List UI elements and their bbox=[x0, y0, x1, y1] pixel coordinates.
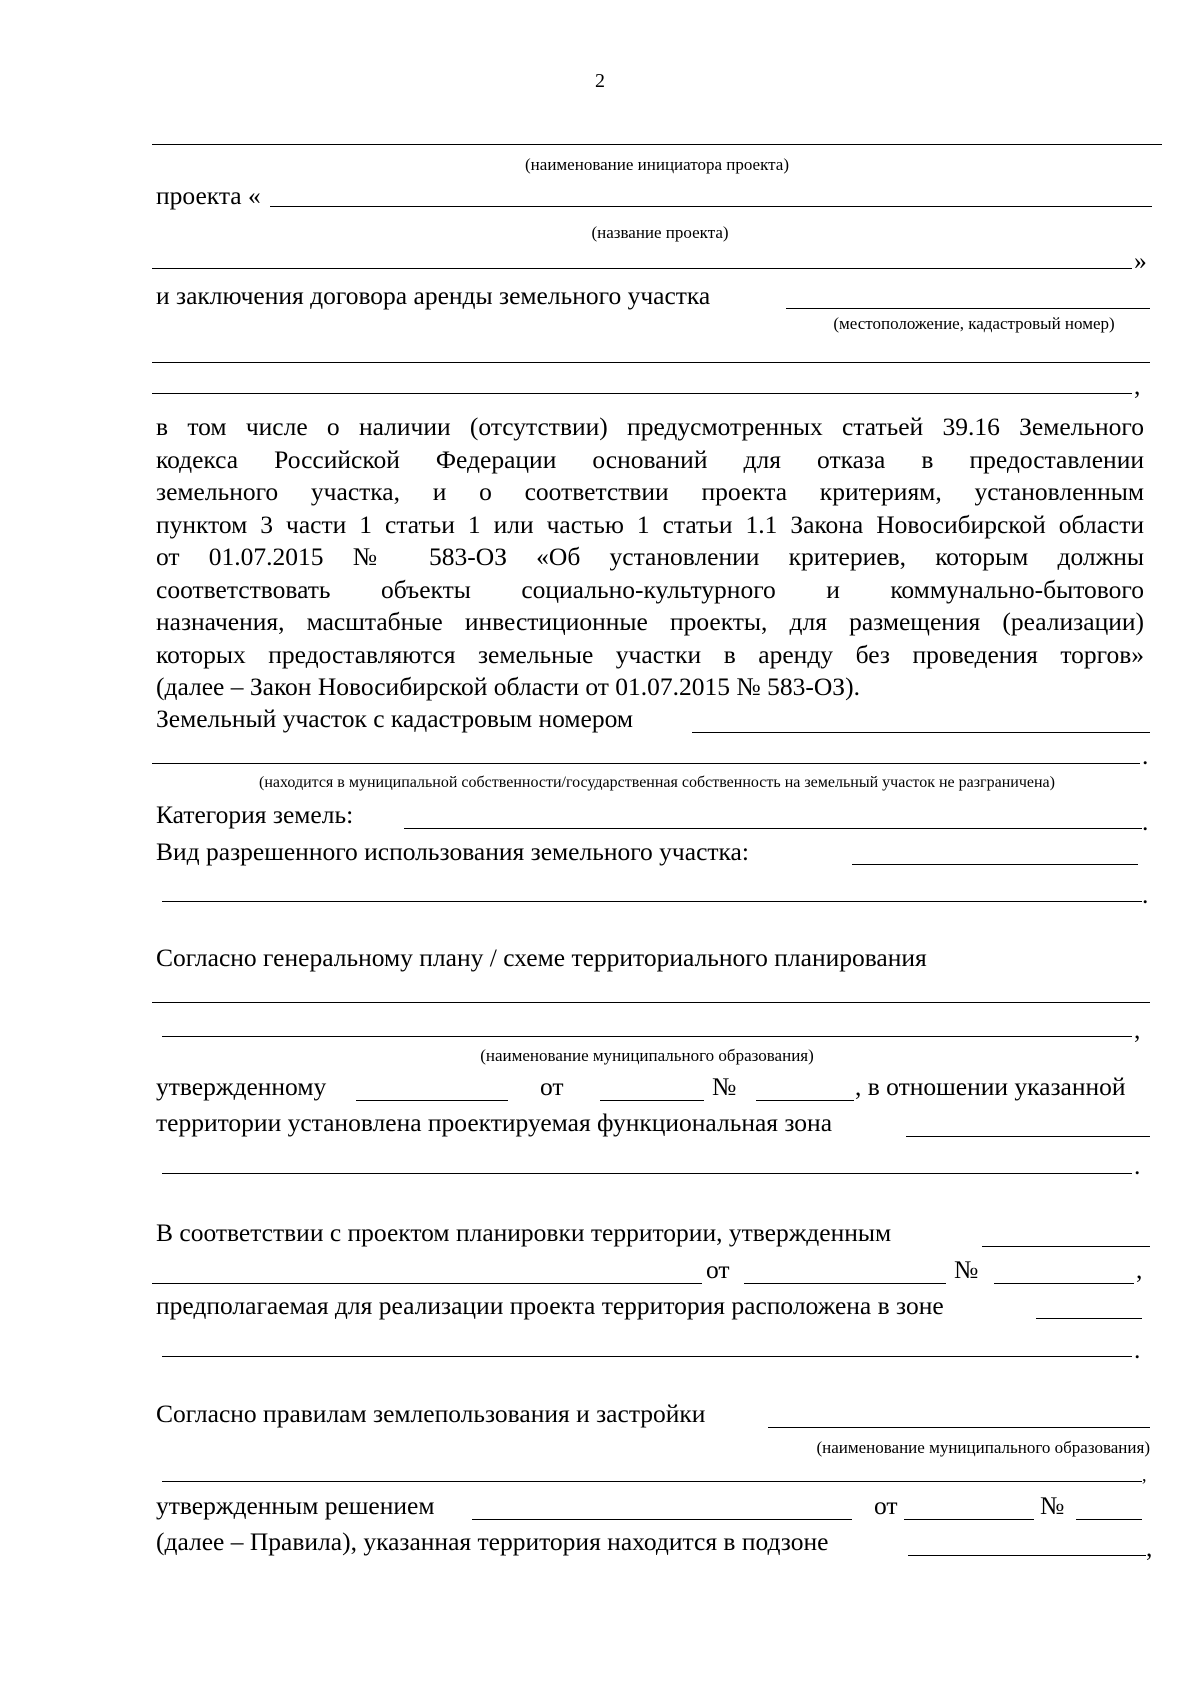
land-use-comma: , bbox=[1142, 1465, 1147, 1485]
cadastral-period: . bbox=[1142, 741, 1149, 770]
municipality-caption-2: (наименование муниципального образования) bbox=[816, 1438, 1150, 1457]
paragraph-line: пунктом 3 части 1 статьи 1 или частью 1 статьи 1.1 Закона Новосибирской области bbox=[156, 509, 1144, 539]
paragraph-line: земельного участка, и о соответствии проекта критериям, установленным bbox=[156, 477, 1144, 506]
general-plan-label: Согласно генеральному плану / схеме территориального планирования bbox=[156, 943, 927, 972]
category-label: Категория земель: bbox=[156, 800, 354, 829]
number-label: № bbox=[712, 1072, 737, 1101]
ownership-caption: (находится в муниципальной собственности/государственная собственность на земельный участок не разграничена) bbox=[259, 774, 1055, 791]
cadastral-field-2[interactable] bbox=[152, 763, 1140, 764]
location-field-3[interactable] bbox=[152, 393, 1132, 394]
project-name-field[interactable] bbox=[270, 206, 1152, 207]
general-plan-comma: , bbox=[1134, 1015, 1141, 1044]
approved-label: утвержденному bbox=[156, 1072, 327, 1101]
general-plan-field[interactable] bbox=[152, 1002, 1150, 1003]
approved-field[interactable] bbox=[356, 1100, 508, 1101]
subzone-comma: , bbox=[1146, 1533, 1153, 1562]
from-label-2: от bbox=[706, 1255, 730, 1284]
number-field[interactable] bbox=[756, 1100, 854, 1101]
category-period: . bbox=[1142, 807, 1149, 836]
functional-zone-field[interactable] bbox=[906, 1136, 1150, 1137]
decision-field[interactable] bbox=[472, 1519, 852, 1520]
zone-field-2[interactable] bbox=[162, 1356, 1132, 1357]
from-label: от bbox=[540, 1072, 564, 1101]
paragraph-line: от 01.07.2015 № 583-ОЗ «Об установлении критериев, которым должны bbox=[156, 542, 1144, 571]
functional-zone-field-2[interactable] bbox=[162, 1173, 1132, 1174]
paragraph-line: назначения, масштабные инвестиционные проекты, для размещения (реализации) bbox=[156, 607, 1144, 636]
planning-project-label: В соответствии с проектом планировки территории, утвержденным bbox=[156, 1218, 892, 1247]
location-caption: (местоположение, кадастровый номер) bbox=[833, 314, 1115, 333]
permitted-use-field-2[interactable] bbox=[162, 901, 1142, 902]
municipality-caption-1: (наименование муниципального образования) bbox=[480, 1046, 814, 1065]
paragraph-line: которых предоставляются земельные участки в аренду без проведения торгов» bbox=[156, 639, 1144, 669]
number-label-2: № bbox=[954, 1255, 979, 1284]
in-relation-text: , в отношении указанной bbox=[855, 1072, 1126, 1101]
permitted-use-label: Вид разрешенного использования земельного участка: bbox=[156, 837, 749, 866]
number-label-3: № bbox=[1040, 1491, 1065, 1520]
subzone-field[interactable] bbox=[908, 1555, 1146, 1556]
category-field[interactable] bbox=[404, 828, 1142, 829]
number-field-2[interactable] bbox=[994, 1283, 1134, 1284]
planning-project-field-2[interactable] bbox=[152, 1283, 702, 1284]
from-label-3: от bbox=[874, 1491, 898, 1520]
number-field-3[interactable] bbox=[1076, 1519, 1142, 1520]
page-number: 2 bbox=[595, 70, 605, 92]
permitted-use-period: . bbox=[1142, 880, 1149, 909]
project-name-caption: (название проекта) bbox=[591, 223, 729, 242]
paragraph-line: (далее – Закон Новосибирской области от 01.07.2015 № 583-ОЗ). bbox=[156, 672, 860, 701]
cadastral-label: Земельный участок с кадастровым номером bbox=[156, 704, 634, 733]
date-field-2[interactable] bbox=[744, 1283, 946, 1284]
zone-period: . bbox=[1134, 1335, 1141, 1364]
project-prefix: проекта « bbox=[156, 181, 261, 210]
main-paragraph bbox=[156, 411, 1144, 704]
paragraph-line: кодекса Российской Федерации оснований для отказа в предоставлении bbox=[156, 444, 1144, 474]
zone-field[interactable] bbox=[1036, 1318, 1142, 1319]
closing-quote: » bbox=[1134, 246, 1147, 275]
project-name-field-2[interactable] bbox=[152, 268, 1132, 269]
general-plan-field-2[interactable] bbox=[162, 1036, 1132, 1037]
date-field[interactable] bbox=[600, 1100, 704, 1101]
location-field[interactable] bbox=[786, 308, 1150, 309]
land-use-rules-field[interactable] bbox=[768, 1427, 1150, 1428]
date-field-3[interactable] bbox=[904, 1519, 1034, 1520]
approved-by-decision-label: утвержденным решением bbox=[156, 1491, 435, 1520]
paragraph-line: в том числе о наличии (отсутствии) предусмотренных статьей 39.16 Земельного bbox=[156, 412, 1144, 441]
initiator-field[interactable] bbox=[152, 144, 1162, 145]
paragraph-line: соответствовать объекты социально-культурного и коммунально-бытового bbox=[156, 574, 1144, 604]
land-use-rules-field-2[interactable] bbox=[162, 1481, 1142, 1482]
planning-project-field[interactable] bbox=[982, 1246, 1150, 1247]
subzone-label: (далее – Правила), указанная территория находится в подзоне bbox=[156, 1527, 829, 1556]
located-in-zone-label: предполагаемая для реализации проекта территория расположена в зоне bbox=[156, 1291, 944, 1320]
planning-comma: , bbox=[1136, 1255, 1143, 1284]
location-field-2[interactable] bbox=[152, 362, 1150, 363]
permitted-use-field[interactable] bbox=[852, 864, 1138, 865]
cadastral-field[interactable] bbox=[692, 732, 1150, 733]
land-use-rules-label: Согласно правилам землепользования и застройки bbox=[156, 1399, 706, 1428]
functional-zone-label: территории установлена проектируемая функциональная зона bbox=[156, 1108, 833, 1137]
initiator-caption: (наименование инициатора проекта) bbox=[525, 155, 789, 174]
lease-text: и заключения договора аренды земельного участка bbox=[156, 281, 711, 310]
functional-zone-period: . bbox=[1134, 1151, 1141, 1180]
location-comma: , bbox=[1134, 371, 1141, 400]
